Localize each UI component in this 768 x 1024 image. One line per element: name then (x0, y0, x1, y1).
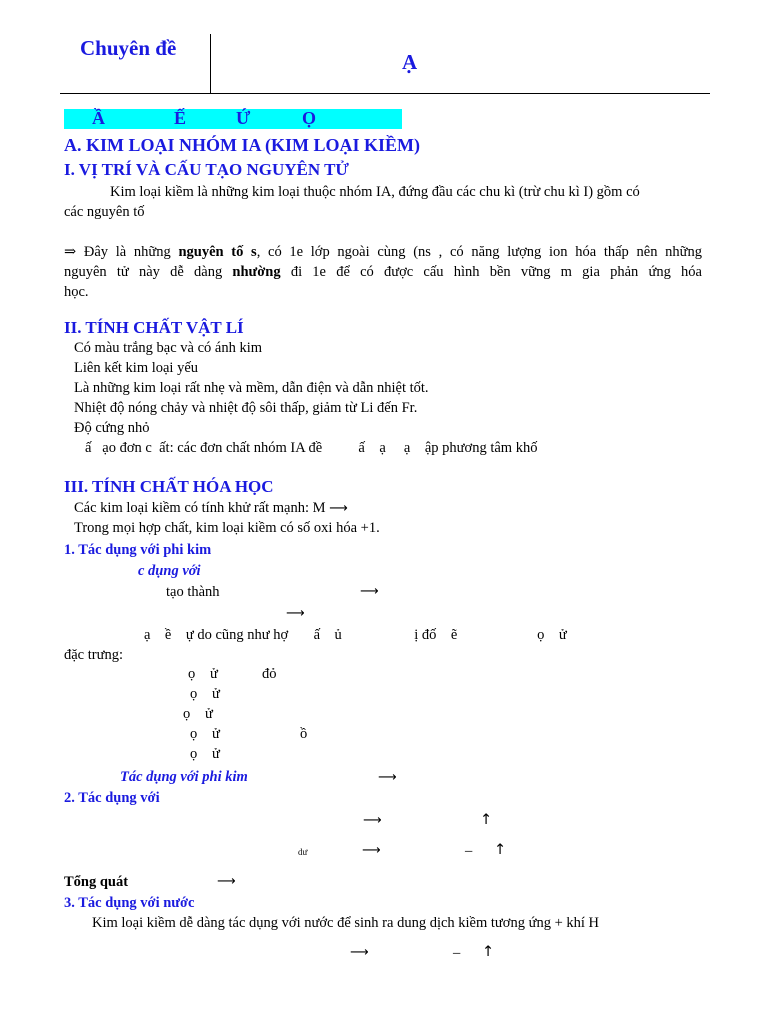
gas-arrow-icon: ↑ (494, 842, 507, 858)
subsection-1-title: 1. Tác dụng với phi kim (64, 542, 212, 558)
implies-icon: ⇒ (64, 244, 77, 260)
text-fragment: Các kim loại kiềm có tính khử rất mạnh: M (74, 500, 330, 516)
reaction-arrow-icon: ⟶ (286, 606, 305, 621)
subsection-1b-title: Tác dụng với phi kim (120, 769, 248, 785)
paragraph-line: học. (64, 284, 89, 300)
section-a-title: A. KIM LOẠI NHÓM IA (KIM LOẠI KIỀM) (64, 135, 421, 155)
reaction-arrow-icon: ⟶ (217, 874, 236, 889)
section-banner (64, 109, 402, 129)
water-reaction-line: Kim loại kiềm dễ dàng tác dụng với nước để sinh ra dung dịch kiềm tương ứng + khí H (92, 915, 599, 931)
section-3-title: III. TÍNH CHẤT HÓA HỌC (64, 477, 274, 496)
text-fragment: ồ (300, 726, 308, 742)
product-label: tạo thành (166, 584, 220, 600)
reducing-line (74, 500, 348, 517)
paragraph-line: các nguyên tố (64, 204, 145, 220)
paragraph-line (64, 262, 702, 282)
property-line: ấ ạo đơn c ất: các đơn chất nhóm IA đề ấ ạ ạ ập phương tâm khố (85, 440, 538, 456)
subsection-2-title: 2. Tác dụng với (64, 790, 160, 806)
paragraph-line (64, 242, 702, 262)
bold-term: nguyên tố s (178, 244, 257, 260)
excess-label: dư (298, 847, 308, 857)
banner-char: Ứ (236, 108, 251, 128)
banner-char: Ầ (92, 108, 105, 128)
banner-char: Ọ (302, 108, 317, 128)
text-fragment: ử (212, 726, 220, 742)
text-fragment: ử (212, 746, 220, 762)
reaction-arrow-icon: ⟶ (378, 770, 397, 785)
text-fragment: Đây là những (76, 244, 179, 260)
property-line: Nhiệt độ nóng chảy và nhiệt độ sôi thấp, giảm từ Li đến Fr. (74, 400, 418, 416)
banner-char: Ế (174, 108, 187, 128)
paragraph-conclusion (64, 242, 702, 302)
text-fragment: ử (210, 666, 218, 682)
property-line: Độ cứng nhỏ (74, 420, 150, 436)
subsection-1a-title: c dụng với (138, 563, 201, 579)
text-fragment: ử (205, 706, 213, 722)
header-rule (60, 93, 710, 94)
property-line: Là những kim loại rất nhẹ và mềm, dẫn điện và dẫn nhiệt tốt. (74, 380, 429, 396)
text-fragment: ử (212, 686, 220, 702)
paragraph-line: Kim loại kiềm là những kim loại thuộc nhóm IA, đứng đầu các chu kì (trừ chu kì I) gồm có (110, 184, 640, 200)
charge-minus: – (453, 945, 461, 961)
property-line: Liên kết kim loại yếu (74, 360, 199, 376)
property-line: Có màu trắng bạc và có ánh kim (74, 340, 263, 356)
charge-minus: – (465, 843, 473, 859)
section-2-title: II. TÍNH CHẤT VẬT LÍ (64, 318, 244, 337)
reaction-arrow-icon: ⟶ (360, 584, 379, 599)
header-left-title: Chuyên đề (80, 36, 177, 60)
subsection-3-title: 3. Tác dụng với nước (64, 895, 195, 911)
gas-arrow-icon: ↑ (480, 812, 493, 828)
text-fragment: ọ (190, 746, 198, 762)
paragraph-definition (64, 182, 702, 222)
flame-color-intro: ạ ề ự do cũng như hợ ấ ủ ị đố ẽ ọ ử (144, 627, 567, 643)
text-fragment: nguyên tử này dễ dàng (64, 264, 233, 280)
text-fragment: ọ (190, 686, 198, 702)
header-divider-vertical (210, 34, 211, 94)
gas-arrow-icon: ↑ (482, 944, 495, 960)
reaction-arrow-icon: ⟶ (329, 501, 348, 516)
text-fragment: ọ (190, 726, 198, 742)
flame-color-intro-end: đặc trưng: (64, 647, 123, 663)
text-fragment: ọ (183, 706, 191, 722)
section-1-title: I. VỊ TRÍ VÀ CẤU TẠO NGUYÊN TỬ (64, 160, 349, 179)
reaction-arrow-icon: ⟶ (363, 813, 382, 828)
bold-term: nhường (232, 264, 281, 280)
general-label: Tổng quát (64, 874, 129, 890)
reaction-arrow-icon: ⟶ (362, 843, 381, 858)
oxidation-line: Trong mọi hợp chất, kim loại kiềm có số oxi hóa +1. (74, 520, 380, 536)
text-fragment: , có 1e lớp ngoài cùng (ns , có năng lượng ion hóa thấp nên những (256, 244, 702, 260)
text-fragment: ọ (188, 666, 196, 682)
text-fragment: đi 1e để có được cấu hình bền vững m gia phản ứng hóa (280, 264, 702, 280)
text-fragment: đỏ (262, 666, 277, 682)
reaction-arrow-icon: ⟶ (350, 945, 369, 960)
header-right-title: Ạ (402, 50, 418, 74)
